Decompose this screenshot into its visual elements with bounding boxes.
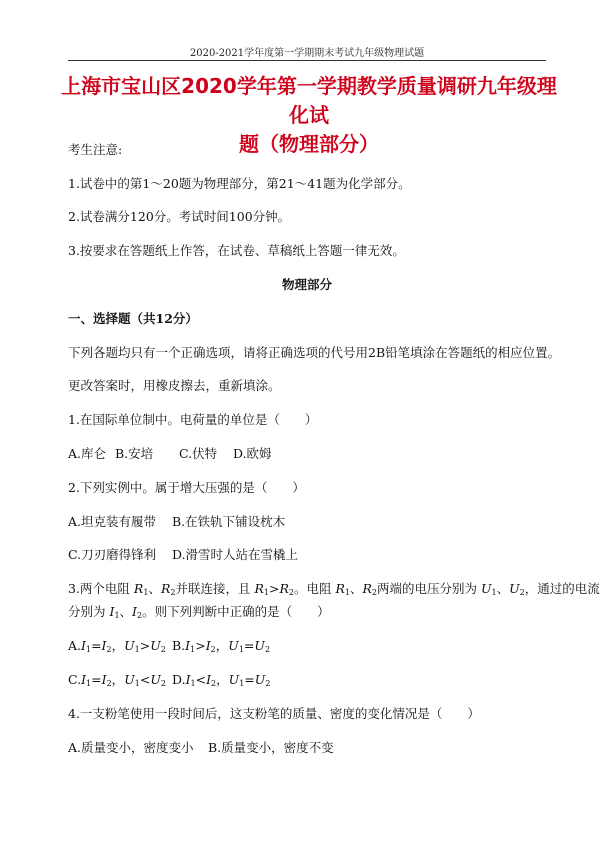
notice-3: 3.按要求在答题纸上作答，在试卷、草稿纸上答题一律无效。	[68, 243, 405, 258]
q1-option-a: A.库仑	[68, 446, 107, 461]
q1-stem: 1.在国际单位制中。电荷量的单位是（ ）	[68, 412, 318, 427]
q3-options-row-1	[68, 638, 270, 654]
q3-stem-line-1: 3.两个电阻 $R_1$、$R_2$并联连接，且 $R_1>R_2$。电阻 $R_1$、$R_2$两端的电压分别为 $U_1$、$U_2$，通过的电流	[68, 581, 600, 597]
q1-option-d: D.欧姆	[233, 446, 272, 461]
title-line-2: 题（物理部分）	[239, 132, 379, 156]
q1-option-b: B.安培	[115, 446, 154, 461]
instruction-2: 更改答案时，用橡皮擦去，重新填涂。	[68, 378, 281, 393]
q2-stem: 2.下列实例中。属于增大压强的是（ ）	[68, 480, 305, 495]
q4-option-b: B.质量变小，密度不变	[208, 740, 334, 755]
q4-stem: 4.一支粉笔使用一段时间后，这支粉笔的质量、密度的变化情况是（ ）	[68, 706, 480, 721]
q3-stem-line-2: 分别为 $I_1$、$I_2$。则下列判断中正确的是（ ）	[68, 604, 330, 620]
header-divider	[68, 60, 546, 61]
q1-options	[68, 446, 272, 462]
part-title: 一、选择题（共12分）	[68, 311, 198, 326]
q3-option-b: $B.I_1>I_2$，$U_1=U_2$	[172, 638, 271, 654]
q2-options-row-2	[68, 547, 298, 563]
q2-options-row-1	[68, 514, 285, 530]
q2-option-c: C.刀刃磨得锋利	[68, 547, 157, 562]
page-header: 2020-2021学年度第一学期期末考试九年级物理试题	[189, 48, 425, 59]
instruction-1: 下列各题均只有一个正确选项，请将正确选项的代号用2B铅笔填涂在答题纸的相应位置。	[68, 345, 561, 360]
q1-option-c: C.伏特	[179, 446, 218, 461]
notice-title: 考生注意:	[68, 142, 123, 157]
q2-option-d: D.滑雪时人站在雪橇上	[172, 547, 299, 562]
q3-options-row-2	[68, 672, 270, 688]
notice-2: 2.试卷满分120分。考试时间100分钟。	[68, 209, 291, 224]
title-line-1: 上海市宝山区2020学年第一学期教学质量调研九年级理化试	[61, 74, 557, 127]
q2-option-b: B.在铁轨下铺设枕木	[172, 514, 286, 529]
q3-option-a: $A.I_1=I_2$，$U_1>U_2$	[68, 638, 166, 654]
q4-options	[68, 740, 334, 756]
section-title: 物理部分	[281, 277, 332, 292]
q4-option-a: A.质量变小，密度变小	[68, 740, 194, 755]
q2-option-a: A.坦克装有履带	[68, 514, 157, 529]
q3-option-d: $D.I_1<I_2$，$U_1=U_2$	[172, 672, 271, 688]
notice-1: 1.试卷中的第1～20题为物理部分，第21～41题为化学部分。	[68, 176, 411, 191]
q3-option-c: $C.I_1=I_2$，$U_1<U_2$	[68, 672, 166, 688]
exam-title	[60, 72, 558, 159]
